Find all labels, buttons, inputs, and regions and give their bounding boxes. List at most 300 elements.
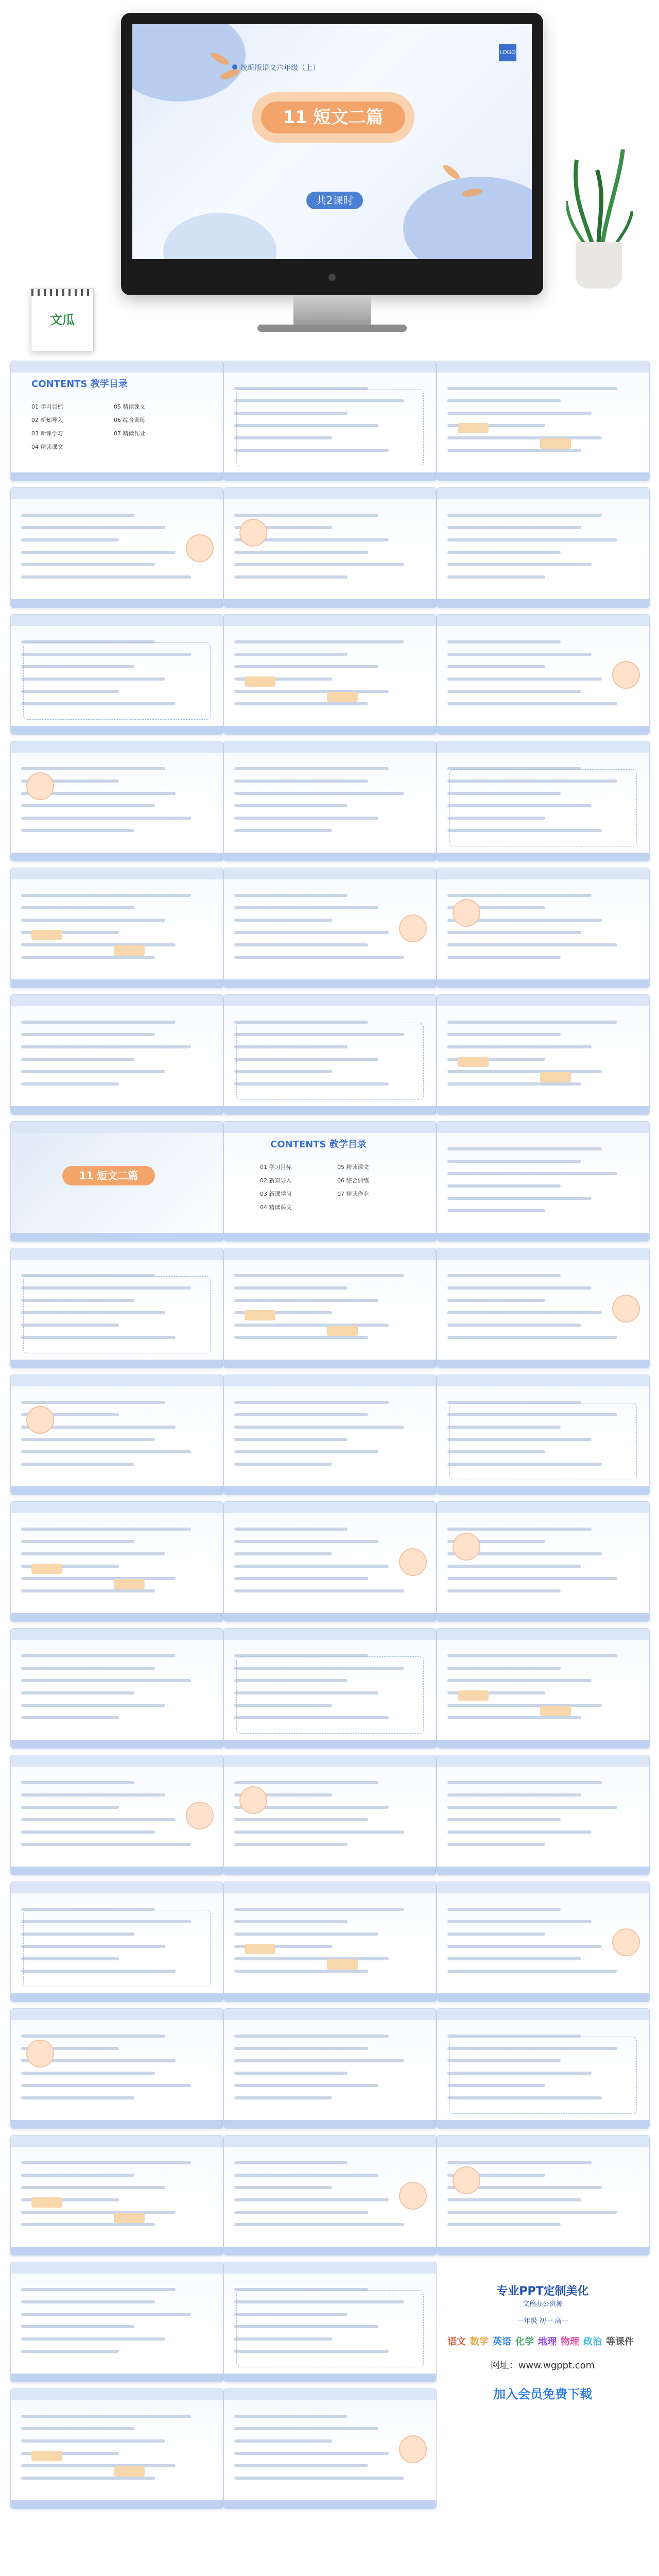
slide-footer-bar <box>11 599 223 607</box>
slide-footer-bar <box>437 1613 649 1621</box>
text-line <box>447 514 602 517</box>
text-line <box>21 1781 134 1784</box>
promo-subjects <box>437 2334 649 2348</box>
slide-thumbnail[interactable] <box>10 1375 223 1495</box>
slide-thumbnail[interactable] <box>10 2135 223 2256</box>
text-line <box>21 1716 119 1719</box>
content-box <box>236 2290 424 2367</box>
slide-footer-bar <box>437 853 649 861</box>
slide-thumbnail[interactable] <box>223 1248 437 1368</box>
text-line <box>234 1970 368 1973</box>
slide-header-bar <box>224 1122 436 1133</box>
slide-header-bar <box>11 488 223 499</box>
text-line <box>21 2288 176 2291</box>
text-line <box>234 2072 348 2075</box>
text-line <box>447 1920 592 1923</box>
slide-footer-bar <box>11 1993 223 2002</box>
text-line <box>21 514 134 517</box>
slide-header-bar <box>11 1375 223 1386</box>
text-line <box>447 1033 561 1036</box>
text-line <box>21 2161 191 2164</box>
slide-footer-bar <box>11 1867 223 1875</box>
text-line <box>21 1552 165 1555</box>
student-avatar <box>239 519 267 547</box>
slide-header-bar <box>224 741 436 753</box>
slide-thumbnail[interactable] <box>437 1628 650 1749</box>
teacher-avatar <box>399 914 427 942</box>
slide-footer-bar <box>11 2120 223 2128</box>
text-line <box>21 2300 155 2303</box>
slide-footer-bar <box>224 1486 436 1495</box>
content-box <box>23 1276 211 1353</box>
slide-thumbnail[interactable] <box>223 2008 437 2129</box>
text-line <box>234 1336 368 1339</box>
slide-thumbnail[interactable] <box>223 1501 437 1622</box>
slide-thumbnail[interactable] <box>10 2262 223 2382</box>
plant-pot <box>576 242 622 289</box>
text-line <box>234 2186 332 2189</box>
slide-footer-bar <box>224 2500 436 2509</box>
highlight-chip <box>540 1706 571 1716</box>
text-line <box>234 1552 332 1555</box>
slide-thumbnail[interactable] <box>437 1375 650 1495</box>
slide-thumbnail[interactable] <box>10 1628 223 1749</box>
text-line <box>234 1401 389 1404</box>
slide-footer-bar <box>11 2374 223 2382</box>
slide-footer-bar <box>224 853 436 861</box>
text-line <box>21 2186 165 2189</box>
text-line <box>21 919 165 922</box>
text-line <box>447 1070 602 1073</box>
slide-thumbnail[interactable] <box>437 1121 650 1242</box>
slide-header-bar <box>11 361 223 372</box>
slide-header-bar <box>437 488 649 499</box>
text-line <box>21 1070 165 1073</box>
text-line <box>234 1818 368 1821</box>
text-line <box>21 1667 155 1670</box>
toc-item: 05 精读课文 <box>114 403 146 410</box>
text-line <box>21 551 176 554</box>
slide-footer-bar <box>224 1993 436 2002</box>
student-avatar <box>26 772 54 800</box>
text-line <box>447 1667 561 1670</box>
text-line <box>447 1336 617 1339</box>
text-line <box>447 956 561 959</box>
text-line <box>234 2096 332 2099</box>
text-line <box>447 894 592 897</box>
toc-item: 04 精读课文 <box>260 1204 292 1211</box>
promo-cta[interactable]: 加入会员免费下载 <box>493 2387 592 2401</box>
slide-header-bar <box>437 1629 649 1640</box>
student-avatar <box>453 899 480 927</box>
text-line <box>447 412 592 415</box>
highlight-chip <box>245 676 275 687</box>
slide-footer-bar <box>224 1233 436 1241</box>
content-box <box>449 769 637 846</box>
text-line <box>21 1033 155 1036</box>
text-line <box>447 1818 561 1821</box>
text-line <box>234 779 368 783</box>
slide-thumbnail[interactable] <box>10 741 223 861</box>
slide-thumbnail[interactable] <box>10 487 223 608</box>
text-line <box>447 1970 617 1973</box>
text-line <box>447 1299 545 1302</box>
text-line <box>447 1831 592 1834</box>
slide-thumbnail[interactable] <box>10 2008 223 2129</box>
text-line <box>21 2439 165 2443</box>
text-line <box>21 2415 191 2418</box>
text-line <box>21 1528 191 1531</box>
slide-header-bar <box>224 615 436 626</box>
text-line <box>234 2211 368 2214</box>
promo-site[interactable]: 网址：www.wgppt.com <box>490 2360 595 2371</box>
text-line <box>21 1793 165 1797</box>
promo-panel <box>437 2262 649 2509</box>
slide-header-bar <box>437 995 649 1006</box>
text-line <box>234 1920 348 1923</box>
slide-header-bar <box>11 1122 223 1133</box>
text-line <box>21 2223 155 2226</box>
slide-header-bar <box>437 1375 649 1386</box>
highlight-chip <box>245 1944 275 1954</box>
slide-header-bar <box>11 615 223 626</box>
slide-thumbnail[interactable] <box>223 2135 437 2256</box>
slide-thumbnail[interactable] <box>437 1248 650 1368</box>
highlight-chip <box>31 1564 62 1574</box>
monitor-stand <box>293 295 371 326</box>
text-line <box>447 1197 592 1200</box>
text-line <box>21 1540 134 1543</box>
slide-header-bar <box>11 1502 223 1513</box>
slide-footer-bar <box>11 726 223 734</box>
slide-footer-bar <box>11 1486 223 1495</box>
toc-item: 03 新课学习 <box>260 1191 292 1197</box>
text-line <box>21 2035 165 2038</box>
text-line <box>21 2337 165 2341</box>
slide-footer-bar <box>437 1486 649 1495</box>
highlight-chip <box>31 2197 62 2208</box>
text-line <box>447 575 545 579</box>
slide-footer-bar <box>11 2500 223 2509</box>
slide-footer-bar <box>224 979 436 988</box>
highlight-chip <box>114 1579 145 1589</box>
toc-item: 01 学习目标 <box>31 403 63 410</box>
text-line <box>447 436 602 439</box>
slide-header-bar <box>224 995 436 1006</box>
slide-header-bar <box>437 1248 649 1260</box>
lesson-title: 11 短文二篇 <box>261 101 405 133</box>
text-line <box>447 1565 581 1568</box>
text-line <box>234 575 348 579</box>
slide-footer-bar <box>437 1993 649 2002</box>
text-line <box>21 829 134 832</box>
text-line <box>447 653 592 656</box>
content-box <box>236 1023 424 1100</box>
text-line <box>447 702 617 705</box>
slide-thumbnail[interactable] <box>10 994 223 1115</box>
teacher-avatar <box>612 661 640 689</box>
slide-header-bar <box>224 488 436 499</box>
text-line <box>21 1450 191 1453</box>
slide-thumbnail[interactable] <box>437 2135 650 2256</box>
text-line <box>21 2464 176 2467</box>
slide-thumbnail[interactable] <box>437 741 650 861</box>
text-line <box>234 690 389 693</box>
slide-header-bar <box>11 1755 223 1767</box>
slide-header-bar <box>224 1375 436 1386</box>
text-line <box>234 2452 389 2455</box>
slide-thumbnail[interactable] <box>223 1121 437 1242</box>
text-line <box>447 1781 602 1784</box>
slide-header-bar <box>437 1122 649 1133</box>
text-line <box>21 1082 119 1086</box>
slide-thumbnail[interactable] <box>223 1755 437 1875</box>
slide-thumbnail[interactable] <box>10 1501 223 1622</box>
teacher-avatar <box>399 1548 427 1576</box>
text-line <box>21 2096 134 2099</box>
slide-thumbnail[interactable] <box>10 361 223 481</box>
text-line <box>447 2198 581 2201</box>
text-line <box>447 1045 592 1048</box>
text-line <box>234 665 378 668</box>
text-line <box>234 2174 378 2177</box>
toc-item: 06 综合训练 <box>114 417 146 423</box>
text-line <box>447 1184 561 1188</box>
text-line <box>234 1957 389 1960</box>
slide-footer-bar <box>224 472 436 481</box>
text-line <box>447 665 545 668</box>
text-line <box>447 690 581 693</box>
toc-title: CONTENTS 教学目录 <box>31 379 128 389</box>
text-line <box>447 2223 561 2226</box>
slide-thumbnail[interactable] <box>223 741 437 861</box>
text-line <box>447 1704 602 1707</box>
content-box <box>449 1403 637 1480</box>
promo-subject: 地理 <box>538 2336 557 2347</box>
text-line <box>234 1463 332 1466</box>
text-line <box>234 1540 378 1543</box>
text-line <box>234 943 368 946</box>
highlight-chip <box>458 423 489 433</box>
promo-line1: 专业PPT定制美化 <box>496 2285 589 2298</box>
desk-calendar <box>31 289 94 351</box>
text-line <box>447 1286 592 1290</box>
highlight-chip <box>327 692 358 702</box>
slide-footer-bar <box>11 472 223 481</box>
text-line <box>447 399 561 402</box>
promo-subject: 语文 <box>447 2336 466 2347</box>
slide-footer-bar <box>224 1613 436 1621</box>
text-line <box>21 804 155 807</box>
slide-thumbnail[interactable] <box>437 1501 650 1622</box>
text-line <box>447 1147 602 1150</box>
text-line <box>234 1450 378 1453</box>
slide-header-bar <box>224 1629 436 1640</box>
text-line <box>234 1286 348 1290</box>
text-line <box>234 2198 389 2201</box>
text-line <box>234 653 348 656</box>
text-line <box>21 1831 155 1834</box>
promo-subject: 英语 <box>493 2336 511 2347</box>
slide-thumbnail[interactable] <box>223 614 437 735</box>
text-line <box>21 1704 165 1707</box>
text-line <box>21 2072 155 2075</box>
slide-header-bar <box>224 2136 436 2147</box>
content-box <box>23 642 211 720</box>
slide-footer-bar <box>437 1360 649 1368</box>
teacher-avatar <box>399 2435 427 2463</box>
text-line <box>234 829 332 832</box>
text-line <box>21 2427 134 2430</box>
text-line <box>21 1401 165 1404</box>
text-line <box>234 1908 404 1911</box>
slide-footer-bar <box>11 1233 223 1241</box>
slide-header-bar <box>437 868 649 879</box>
text-line <box>234 1324 389 1327</box>
slide-header-bar <box>437 1502 649 1513</box>
text-line <box>234 894 348 897</box>
text-line <box>21 1679 191 1682</box>
slide-thumbnail[interactable] <box>437 1755 650 1875</box>
slide-thumbnail[interactable] <box>437 994 650 1115</box>
slide-thumbnail[interactable] <box>223 2262 437 2382</box>
slide-header-bar <box>224 2389 436 2400</box>
text-line <box>21 1691 134 1694</box>
highlight-chip <box>458 1690 489 1701</box>
text-line <box>21 1843 191 1846</box>
slide-footer-bar <box>11 979 223 988</box>
text-line <box>21 538 119 541</box>
promo-subject: 数学 <box>470 2336 489 2347</box>
slide-footer-bar <box>224 2120 436 2128</box>
slide-header-bar <box>224 361 436 372</box>
slide-thumbnail[interactable] <box>437 2008 650 2129</box>
slide-header-bar <box>11 2262 223 2274</box>
text-line <box>21 563 155 566</box>
slide-footer-bar <box>437 472 649 481</box>
text-line <box>447 943 617 946</box>
slide-footer-bar <box>437 1233 649 1241</box>
text-line <box>234 817 378 820</box>
text-line <box>234 767 389 770</box>
promo-subject: 政治 <box>583 2336 602 2347</box>
hero-section <box>0 0 659 361</box>
text-line <box>447 526 581 529</box>
slide-header-bar <box>11 1882 223 1893</box>
text-line <box>234 956 404 959</box>
text-line <box>234 919 332 922</box>
text-line <box>234 1565 389 1568</box>
toc-item: 07 精读作业 <box>114 430 146 437</box>
slide-header-bar <box>11 868 223 879</box>
text-line <box>447 449 581 452</box>
slide-thumbnail[interactable] <box>10 614 223 735</box>
text-line <box>234 1299 378 1302</box>
text-line <box>21 894 191 897</box>
slide-thumbnail[interactable] <box>10 1882 223 2002</box>
slide-thumbnail[interactable] <box>437 614 650 735</box>
slide-thumbnail[interactable] <box>223 487 437 608</box>
slide-thumbnail[interactable] <box>223 1628 437 1749</box>
promo-subject: 物理 <box>561 2336 579 2347</box>
slide-thumbnail[interactable] <box>223 868 437 988</box>
text-line <box>21 2313 191 2316</box>
slide-thumbnail[interactable] <box>223 361 437 481</box>
slide-footer-bar <box>224 1740 436 1748</box>
text-line <box>21 956 155 959</box>
text-line <box>234 1438 348 1441</box>
slide-header-bar <box>224 1755 436 1767</box>
slide-thumbnail[interactable] <box>223 1375 437 1495</box>
logo-icon: LOGO <box>499 44 516 61</box>
toc-item: 02 新知导入 <box>31 417 63 423</box>
text-line <box>234 514 378 517</box>
teacher-avatar <box>186 534 214 562</box>
series-dot-icon <box>232 64 237 70</box>
text-line <box>234 2161 348 2164</box>
text-line <box>21 526 165 529</box>
text-line <box>21 1806 119 1809</box>
slide-footer-bar <box>11 1106 223 1114</box>
text-line <box>234 2427 378 2430</box>
text-line <box>447 1945 602 1948</box>
slide-thumbnail[interactable] <box>223 1882 437 2002</box>
toc-item: 05 精读课文 <box>337 1164 369 1171</box>
slide-footer-bar <box>224 1867 436 1875</box>
lesson-title: 11 短文二篇 <box>62 1166 155 1185</box>
monitor <box>121 13 543 295</box>
text-line <box>447 1209 545 1212</box>
slide-thumbnail[interactable] <box>437 487 650 608</box>
slide-footer-bar <box>437 1106 649 1114</box>
slide-thumbnail[interactable] <box>223 994 437 1115</box>
content-box <box>23 1910 211 1987</box>
slide-thumbnail[interactable] <box>437 868 650 988</box>
text-line <box>234 563 404 566</box>
slide-thumbnail[interactable] <box>437 1882 650 2002</box>
text-line <box>21 575 191 579</box>
slide-thumbnail[interactable] <box>10 868 223 988</box>
slide-thumbnail[interactable] <box>10 1755 223 1875</box>
text-line <box>447 2161 592 2164</box>
slide-header-bar <box>224 2009 436 2020</box>
cover-slide <box>132 24 532 259</box>
slide-header-bar <box>11 1629 223 1640</box>
text-line <box>234 2047 368 2050</box>
slide-thumbnail[interactable] <box>10 1121 223 1242</box>
slide-footer-bar <box>224 726 436 734</box>
promo-grades: 一年级 初一 高一 <box>517 2317 568 2325</box>
text-line <box>234 1274 404 1277</box>
slide-footer-bar <box>224 2247 436 2255</box>
promo-line2: 文稿办公资源 <box>522 2300 563 2308</box>
highlight-chip <box>327 1959 358 1970</box>
text-line <box>234 1413 368 1416</box>
text-line <box>447 1843 545 1846</box>
text-line <box>234 1426 404 1429</box>
slide-thumbnail[interactable] <box>10 1248 223 1368</box>
text-line <box>21 2084 191 2087</box>
slide-thumbnail[interactable] <box>10 2388 223 2509</box>
highlight-chip <box>31 2451 62 2461</box>
slide-thumbnail[interactable] <box>437 361 650 481</box>
text-line <box>21 2174 134 2177</box>
text-line <box>234 640 404 643</box>
slide-header-bar <box>11 2009 223 2020</box>
slide-header-bar <box>11 2136 223 2147</box>
slide-thumbnail[interactable] <box>223 2388 437 2509</box>
text-line <box>447 931 581 934</box>
